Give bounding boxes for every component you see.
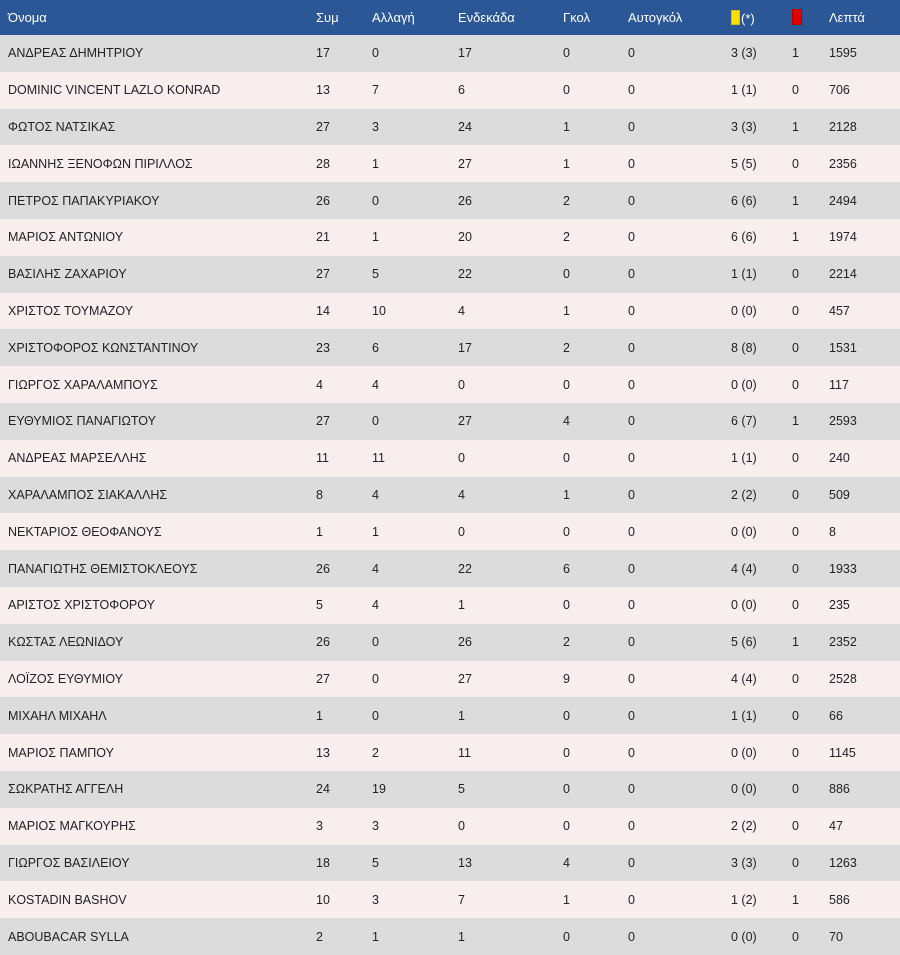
subs-cell: 4 — [372, 377, 379, 392]
minutes-cell: 2128 — [829, 119, 857, 134]
minutes-cell: 2214 — [829, 267, 857, 282]
red-cards-cell: 0 — [792, 303, 799, 318]
minutes-cell: 2593 — [829, 414, 857, 429]
apps-cell: 13 — [316, 83, 330, 98]
apps-cell: 24 — [316, 782, 330, 797]
apps-cell: 27 — [316, 119, 330, 134]
table-row — [0, 734, 900, 771]
table-row — [0, 366, 900, 403]
red-cards-cell: 1 — [792, 46, 799, 61]
red-cards-cell: 0 — [792, 855, 799, 870]
minutes-cell: 706 — [829, 83, 850, 98]
player-name-cell: ΑΡΙΣΤΟΣ ΧΡΙΣΤΟΦΟΡΟΥ — [8, 598, 155, 613]
own-goals-cell: 0 — [628, 892, 635, 907]
starts-cell: 13 — [458, 855, 472, 870]
subs-cell: 4 — [372, 598, 379, 613]
header-goals[interactable]: Γκολ — [563, 10, 590, 25]
subs-cell: 1 — [372, 524, 379, 539]
goals-cell: 2 — [563, 635, 570, 650]
subs-cell: 0 — [372, 671, 379, 686]
apps-cell: 26 — [316, 193, 330, 208]
starts-cell: 27 — [458, 414, 472, 429]
table-row — [0, 477, 900, 514]
minutes-cell: 117 — [829, 377, 849, 392]
minutes-cell: 70 — [829, 929, 843, 944]
header-yellow-cards[interactable] — [731, 0, 792, 35]
table-row — [0, 845, 900, 882]
yellow-cards-cell: 0 (0) — [731, 745, 757, 760]
starts-cell: 1 — [458, 708, 465, 723]
apps-cell: 27 — [316, 267, 330, 282]
own-goals-cell: 0 — [628, 414, 635, 429]
player-name-cell: ΜΑΡΙΟΣ ΑΝΤΩΝΙΟΥ — [8, 230, 124, 245]
player-name-cell: ΧΡΙΣΤΟΦΟΡΟΣ ΚΩΝΣΤΑΝΤΙΝΟΥ — [8, 340, 199, 355]
goals-cell: 4 — [563, 855, 570, 870]
minutes-cell: 66 — [829, 708, 843, 723]
yellow-cards-cell: 0 (0) — [731, 303, 757, 318]
own-goals-cell: 0 — [628, 855, 635, 870]
yellow-cards-cell: 2 (2) — [731, 819, 757, 834]
header-minutes[interactable]: Λεπτά — [829, 10, 865, 25]
goals-cell: 0 — [563, 524, 570, 539]
yellow-cards-cell: 0 (0) — [731, 524, 757, 539]
yellow-cards-cell: 6 (6) — [731, 193, 757, 208]
goals-cell: 1 — [563, 892, 570, 907]
table-row — [0, 329, 900, 366]
player-name-cell: ΧΑΡΑΛΑΜΠΟΣ ΣΙΑΚΑΛΛΗΣ — [8, 487, 168, 502]
apps-cell: 1 — [316, 708, 323, 723]
subs-cell: 10 — [372, 303, 386, 318]
minutes-cell: 2352 — [829, 635, 857, 650]
apps-cell: 5 — [316, 598, 323, 613]
player-name-cell: ΑΝΔΡΕΑΣ ΜΑΡΣΕΛΛΗΣ — [8, 451, 147, 466]
subs-cell: 1 — [372, 156, 379, 171]
apps-cell: 14 — [316, 303, 330, 318]
header-red-cards[interactable] — [792, 0, 829, 35]
table-row — [0, 35, 900, 72]
table-row — [0, 771, 900, 808]
yellow-cards-cell: 6 (6) — [731, 230, 757, 245]
table-row — [0, 624, 900, 661]
header-name[interactable]: Όνομα — [8, 10, 47, 25]
table-row — [0, 587, 900, 624]
apps-cell: 2 — [316, 929, 323, 944]
yellow-cards-cell: 4 (4) — [731, 671, 757, 686]
minutes-cell: 2528 — [829, 671, 857, 686]
goals-cell: 0 — [563, 46, 570, 61]
yellow-cards-cell: 1 (1) — [731, 267, 757, 282]
red-cards-cell: 0 — [792, 83, 799, 98]
subs-cell: 0 — [372, 46, 379, 61]
own-goals-cell: 0 — [628, 561, 635, 576]
yellow-cards-cell: 0 (0) — [731, 598, 757, 613]
starts-cell: 6 — [458, 83, 465, 98]
table-row — [0, 550, 900, 587]
goals-cell: 0 — [563, 745, 570, 760]
subs-cell: 1 — [372, 230, 379, 245]
player-name-cell: ΛΟΪΖΟΣ ΕΥΘΥΜΙΟΥ — [8, 671, 124, 686]
yellow-cards-cell: 4 (4) — [731, 561, 757, 576]
starts-cell: 20 — [458, 230, 472, 245]
player-name-cell: ΜΙΧΑΗΛ ΜΙΧΑΗΛ — [8, 708, 107, 723]
own-goals-cell: 0 — [628, 303, 635, 318]
subs-cell: 2 — [372, 745, 379, 760]
minutes-cell: 1145 — [829, 745, 856, 760]
minutes-cell: 2356 — [829, 156, 857, 171]
starts-cell: 27 — [458, 156, 472, 171]
minutes-cell: 586 — [829, 892, 850, 907]
subs-cell: 0 — [372, 635, 379, 650]
player-name-cell: ΣΩΚΡΑΤΗΣ ΑΓΓΕΛΗ — [8, 782, 124, 797]
own-goals-cell: 0 — [628, 83, 635, 98]
table-row — [0, 403, 900, 440]
yellow-cards-cell: 6 (7) — [731, 414, 757, 429]
subs-cell: 6 — [372, 340, 379, 355]
starts-cell: 24 — [458, 119, 472, 134]
apps-cell: 17 — [316, 46, 330, 61]
subs-cell: 19 — [372, 782, 386, 797]
own-goals-cell: 0 — [628, 340, 635, 355]
apps-cell: 21 — [316, 230, 330, 245]
table-body — [0, 35, 900, 955]
red-cards-cell: 0 — [792, 340, 799, 355]
apps-cell: 8 — [316, 487, 323, 502]
table-row — [0, 293, 900, 330]
player-name-cell: ΠΕΤΡΟΣ ΠΑΠΑΚΥΡΙΑΚΟΥ — [8, 193, 160, 208]
minutes-cell: 1974 — [829, 230, 857, 245]
goals-cell: 0 — [563, 83, 570, 98]
starts-cell: 1 — [458, 929, 465, 944]
goals-cell: 4 — [563, 414, 570, 429]
player-name-cell: ΠΑΝΑΓΙΩΤΗΣ ΘΕΜΙΣΤΟΚΛΕΟΥΣ — [8, 561, 198, 576]
red-cards-cell: 0 — [792, 782, 799, 797]
own-goals-cell: 0 — [628, 193, 635, 208]
own-goals-cell: 0 — [628, 156, 635, 171]
own-goals-cell: 0 — [628, 782, 635, 797]
yellow-cards-cell: 1 (2) — [731, 892, 757, 907]
own-goals-cell: 0 — [628, 819, 635, 834]
subs-cell: 5 — [372, 267, 379, 282]
starts-cell: 0 — [458, 524, 465, 539]
red-cards-cell: 0 — [792, 377, 799, 392]
starts-cell: 4 — [458, 303, 465, 318]
own-goals-cell: 0 — [628, 46, 635, 61]
own-goals-cell: 0 — [628, 598, 635, 613]
own-goals-cell: 0 — [628, 708, 635, 723]
red-cards-cell: 0 — [792, 524, 799, 539]
player-name-cell: ΑΝΔΡΕΑΣ ΔΗΜΗΤΡΙΟΥ — [8, 46, 144, 61]
red-cards-cell: 1 — [792, 230, 799, 245]
yellow-cards-cell: 5 (5) — [731, 156, 757, 171]
starts-cell: 0 — [458, 377, 465, 392]
goals-cell: 0 — [563, 819, 570, 834]
own-goals-cell: 0 — [628, 745, 635, 760]
apps-cell: 28 — [316, 156, 330, 171]
starts-cell: 1 — [458, 598, 465, 613]
goals-cell: 0 — [563, 708, 570, 723]
starts-cell: 22 — [458, 561, 472, 576]
table-row — [0, 513, 900, 550]
own-goals-cell: 0 — [628, 451, 635, 466]
yellow-cards-cell: 2 (2) — [731, 487, 757, 502]
goals-cell: 0 — [563, 782, 570, 797]
goals-cell: 0 — [563, 929, 570, 944]
red-cards-cell: 1 — [792, 414, 799, 429]
goals-cell: 1 — [563, 303, 570, 318]
table-row — [0, 697, 900, 734]
minutes-cell: 1263 — [829, 855, 857, 870]
red-cards-cell: 0 — [792, 819, 799, 834]
goals-cell: 2 — [563, 230, 570, 245]
table-row — [0, 661, 900, 698]
apps-cell: 26 — [316, 561, 330, 576]
red-cards-cell: 0 — [792, 671, 799, 686]
yellow-cards-cell: 1 (1) — [731, 83, 757, 98]
own-goals-cell: 0 — [628, 524, 635, 539]
player-name-cell: KOSTADIN BASHOV — [8, 892, 127, 907]
red-cards-cell: 0 — [792, 156, 799, 171]
yellow-cards-cell: 0 (0) — [731, 929, 757, 944]
minutes-cell: 47 — [829, 819, 843, 834]
subs-cell: 7 — [372, 83, 379, 98]
starts-cell: 26 — [458, 193, 472, 208]
player-name-cell: ΕΥΘΥΜΙΟΣ ΠΑΝΑΓΙΩΤΟΥ — [8, 414, 156, 429]
red-cards-cell: 0 — [792, 598, 799, 613]
red-cards-cell: 0 — [792, 487, 799, 502]
goals-cell: 2 — [563, 340, 570, 355]
goals-cell: 0 — [563, 451, 570, 466]
apps-cell: 18 — [316, 855, 330, 870]
apps-cell: 26 — [316, 635, 330, 650]
minutes-cell: 235 — [829, 598, 850, 613]
minutes-cell: 1531 — [829, 340, 857, 355]
apps-cell: 4 — [316, 377, 323, 392]
player-name-cell: ΧΡΙΣΤΟΣ ΤΟΥΜΑΖΟΥ — [8, 303, 134, 318]
red-cards-cell: 1 — [792, 193, 799, 208]
subs-cell: 11 — [372, 451, 385, 466]
starts-cell: 4 — [458, 487, 465, 502]
starts-cell: 0 — [458, 819, 465, 834]
red-cards-cell: 0 — [792, 929, 799, 944]
yellow-cards-cell: 1 (1) — [731, 451, 757, 466]
table-row — [0, 440, 900, 477]
red-cards-cell: 0 — [792, 745, 799, 760]
goals-cell: 0 — [563, 377, 570, 392]
player-name-cell: ΜΑΡΙΟΣ ΜΑΓΚΟΥΡΗΣ — [8, 819, 136, 834]
apps-cell: 27 — [316, 671, 330, 686]
player-name-cell: ABOUBACAR SYLLA — [8, 929, 129, 944]
starts-cell: 5 — [458, 782, 465, 797]
own-goals-cell: 0 — [628, 635, 635, 650]
player-name-cell: ΙΩΑΝΝΗΣ ΞΕΝΟΦΩΝ ΠΙΡΙΛΛΟΣ — [8, 156, 193, 171]
table-header-row — [0, 0, 900, 35]
red-cards-cell: 1 — [792, 892, 799, 907]
table-row — [0, 219, 900, 256]
own-goals-cell: 0 — [628, 230, 635, 245]
table-row — [0, 145, 900, 182]
table-row — [0, 256, 900, 293]
yellow-card-icon — [731, 10, 740, 25]
apps-cell: 3 — [316, 819, 323, 834]
starts-cell: 17 — [458, 46, 472, 61]
minutes-cell: 2494 — [829, 193, 857, 208]
subs-cell: 0 — [372, 414, 379, 429]
player-name-cell: ΓΙΩΡΓΟΣ ΧΑΡΑΛΑΜΠΟΥΣ — [8, 377, 158, 392]
goals-cell: 1 — [563, 487, 570, 502]
red-cards-cell: 0 — [792, 561, 799, 576]
player-name-cell: ΦΩΤΟΣ ΝΑΤΣΙΚΑΣ — [8, 119, 116, 134]
apps-cell: 1 — [316, 524, 323, 539]
yellow-cards-cell: 3 (3) — [731, 46, 757, 61]
minutes-cell: 1933 — [829, 561, 857, 576]
red-cards-cell: 0 — [792, 267, 799, 282]
red-card-icon — [792, 9, 802, 25]
starts-cell: 26 — [458, 635, 472, 650]
subs-cell: 3 — [372, 892, 379, 907]
yellow-cards-cell: 3 (3) — [731, 855, 757, 870]
red-cards-cell: 1 — [792, 635, 799, 650]
yellow-cards-cell: 3 (3) — [731, 119, 757, 134]
yellow-card-suffix: (*) — [741, 10, 755, 26]
player-name-cell: DOMINIC VINCENT LAZLO KONRAD — [8, 83, 221, 98]
minutes-cell: 457 — [829, 303, 850, 318]
starts-cell: 17 — [458, 340, 472, 355]
apps-cell: 13 — [316, 745, 330, 760]
minutes-cell: 240 — [829, 451, 850, 466]
table-row — [0, 918, 900, 955]
goals-cell: 6 — [563, 561, 570, 576]
goals-cell: 1 — [563, 156, 570, 171]
starts-cell: 7 — [458, 892, 465, 907]
own-goals-cell: 0 — [628, 119, 635, 134]
header-starts[interactable]: Ενδεκάδα — [458, 10, 515, 25]
table-row — [0, 109, 900, 146]
minutes-cell: 1595 — [829, 46, 857, 61]
yellow-cards-cell: 1 (1) — [731, 708, 757, 723]
starts-cell: 22 — [458, 267, 472, 282]
goals-cell: 0 — [563, 598, 570, 613]
starts-cell: 0 — [458, 451, 465, 466]
apps-cell: 10 — [316, 892, 330, 907]
subs-cell: 3 — [372, 819, 379, 834]
player-name-cell: ΒΑΣΙΛΗΣ ΖΑΧΑΡΙΟΥ — [8, 267, 127, 282]
apps-cell: 27 — [316, 414, 330, 429]
header-subs[interactable]: Αλλαγή — [372, 10, 415, 25]
own-goals-cell: 0 — [628, 671, 635, 686]
yellow-cards-cell: 0 (0) — [731, 377, 757, 392]
subs-cell: 4 — [372, 487, 379, 502]
table-row — [0, 182, 900, 219]
apps-cell: 23 — [316, 340, 330, 355]
subs-cell: 0 — [372, 708, 379, 723]
yellow-cards-cell: 0 (0) — [731, 782, 757, 797]
player-name-cell: ΝΕΚΤΑΡΙΟΣ ΘΕΟΦΑΝΟΥΣ — [8, 524, 162, 539]
red-cards-cell: 0 — [792, 451, 799, 466]
minutes-cell: 886 — [829, 782, 850, 797]
player-name-cell: ΚΩΣΤΑΣ ΛΕΩΝΙΔΟΥ — [8, 635, 124, 650]
red-cards-cell: 1 — [792, 119, 799, 134]
subs-cell: 0 — [372, 193, 379, 208]
player-name-cell: ΜΑΡΙΟΣ ΠΑΜΠΟΥ — [8, 745, 114, 760]
table-row — [0, 808, 900, 845]
own-goals-cell: 0 — [628, 267, 635, 282]
apps-cell: 11 — [316, 451, 329, 466]
subs-cell: 1 — [372, 929, 379, 944]
table-row — [0, 881, 900, 918]
table-row — [0, 72, 900, 109]
header-own-goals[interactable]: Αυτογκόλ — [628, 10, 683, 25]
subs-cell: 4 — [372, 561, 379, 576]
starts-cell: 27 — [458, 671, 472, 686]
header-apps[interactable]: Συμ — [316, 10, 339, 25]
subs-cell: 3 — [372, 119, 379, 134]
red-cards-cell: 0 — [792, 708, 799, 723]
minutes-cell: 509 — [829, 487, 850, 502]
subs-cell: 5 — [372, 855, 379, 870]
minutes-cell: 8 — [829, 524, 836, 539]
goals-cell: 9 — [563, 671, 570, 686]
player-name-cell: ΓΙΩΡΓΟΣ ΒΑΣΙΛΕΙΟΥ — [8, 855, 130, 870]
goals-cell: 2 — [563, 193, 570, 208]
own-goals-cell: 0 — [628, 929, 635, 944]
own-goals-cell: 0 — [628, 487, 635, 502]
yellow-cards-cell: 5 (6) — [731, 635, 757, 650]
starts-cell: 11 — [458, 745, 471, 760]
goals-cell: 0 — [563, 267, 570, 282]
yellow-cards-cell: 8 (8) — [731, 340, 757, 355]
own-goals-cell: 0 — [628, 377, 635, 392]
goals-cell: 1 — [563, 119, 570, 134]
